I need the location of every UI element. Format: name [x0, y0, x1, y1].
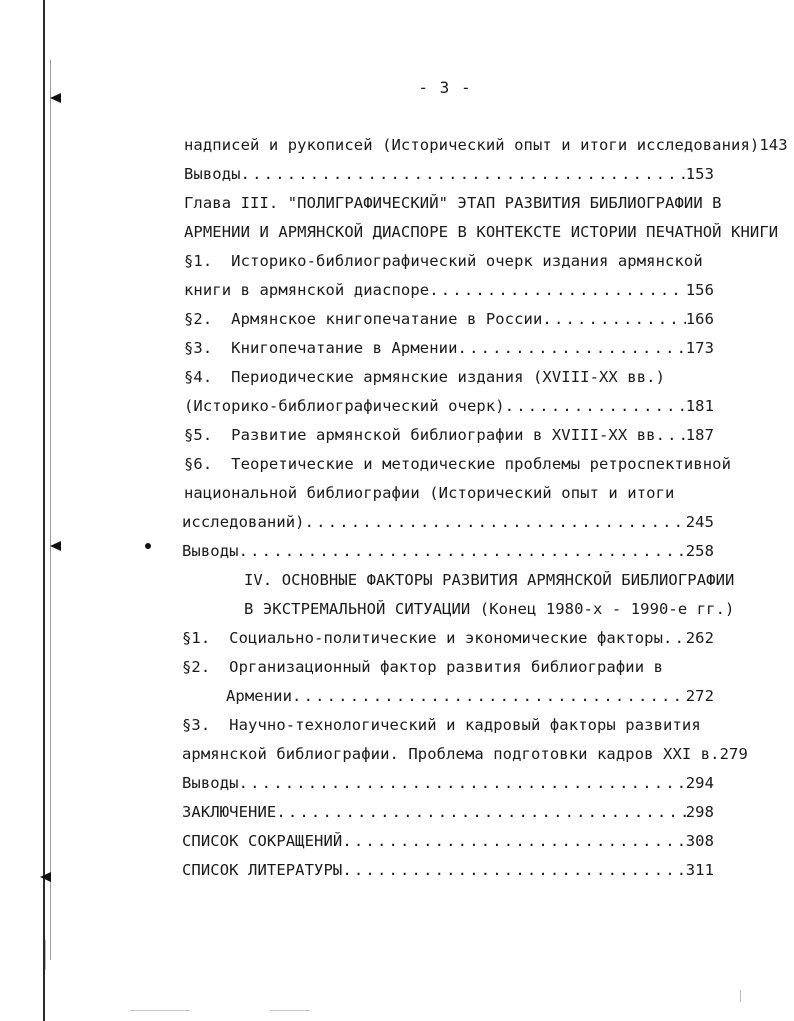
toc-line: §1. Историко-библиографический очерк издания армянской	[184, 252, 703, 270]
toc-line: национальной библиографии (Исторический опыт и итоги	[184, 484, 675, 502]
toc-entry: Выводы ..... 258	[182, 542, 714, 560]
toc-page-number: 245	[685, 513, 714, 531]
toc-line: надписей и рукописей (Исторический опыт и итоги исследования)143	[184, 136, 788, 154]
toc-page-number: 156	[685, 281, 714, 299]
toc-line: §2. Организационный фактор развития библиографии в	[182, 658, 664, 676]
toc-line: §3. Научно-технологический и кадровый факторы развития	[182, 716, 701, 734]
toc-page-number: 294	[685, 774, 714, 792]
scan-artifact	[45, 940, 46, 970]
toc-page-number: 298	[685, 803, 714, 821]
toc-entry: §3. Книгопечатание в Армении ..... 173	[184, 339, 714, 357]
binder-edge-line	[43, 0, 45, 1021]
toc-page-number: 272	[685, 687, 714, 705]
chapter-heading: В ЭКСТРЕМАЛЬНОЙ СИТУАЦИИ (Конец 1980-х - 1990-е гг.)	[244, 600, 735, 618]
scan-artifact	[740, 990, 741, 1002]
toc-entry: исследований) ..... 245	[182, 513, 714, 531]
toc-page-number: 311	[685, 861, 714, 879]
toc-entry: §1. Социально-политические и экономические факторы ..... 262	[182, 629, 714, 647]
scan-dot-mark	[145, 543, 151, 549]
page-number: - 3 -	[418, 78, 472, 97]
toc-entry: книги в армянской диаспоре ..... 156	[184, 281, 714, 299]
hole-punch-mark	[50, 541, 61, 551]
chapter-heading: АРМЕНИИ И АРМЯНСКОЙ ДИАСПОРЕ В КОНТЕКСТЕ ИСТОРИИ ПЕЧАТНОЙ КНИГИ	[184, 223, 779, 241]
toc-entry: СПИСОК СОКРАЩЕНИЙ ..... 308	[182, 832, 714, 850]
scan-artifact	[270, 1010, 310, 1011]
toc-entry: Выводы ..... 153	[184, 165, 714, 183]
toc-page-number: 181	[685, 397, 714, 415]
binder-shadow-line	[50, 60, 51, 960]
hole-punch-mark	[40, 872, 51, 882]
toc-page-number: 187	[685, 426, 714, 444]
toc-entry: §2. Армянское книгопечатание в России ..... 166	[184, 310, 714, 328]
toc-page-number: 308	[685, 832, 714, 850]
toc-page-number: 258	[685, 542, 714, 560]
scan-artifact	[130, 1010, 190, 1011]
chapter-heading: Глава III. "ПОЛИГРАФИЧЕСКИЙ" ЭТАП РАЗВИТИЯ БИБЛИОГРАФИИ В	[184, 194, 722, 212]
toc-entry: §5. Развитие армянской библиографии в XVIII-XX вв ..... 187	[184, 426, 714, 444]
toc-entry: Армении ..... 272	[226, 687, 714, 705]
toc-page-number: 153	[685, 165, 714, 183]
toc-entry: СПИСОК ЛИТЕРАТУРЫ ..... 311	[182, 861, 714, 879]
toc-line: армянской библиографии. Проблема подготовки кадров XXI в.279	[182, 745, 748, 763]
toc-line: §6. Теоретические и методические проблемы ретроспективной	[184, 455, 732, 473]
toc-entry: Выводы ..... 294	[182, 774, 714, 792]
toc-page-number: 262	[685, 629, 714, 647]
toc-entry: ЗАКЛЮЧЕНИЕ ..... 298	[182, 803, 714, 821]
toc-line: §4. Периодические армянские издания (XVIII-XX вв.)	[184, 368, 666, 386]
toc-page-number: 173	[685, 339, 714, 357]
chapter-heading: IV. ОСНОВНЫЕ ФАКТОРЫ РАЗВИТИЯ АРМЯНСКОЙ БИБЛИОГРАФИИ	[244, 571, 735, 589]
toc-entry: (Историко-библиографический очерк) ..... 181	[184, 397, 714, 415]
toc-page-number: 166	[685, 310, 714, 328]
